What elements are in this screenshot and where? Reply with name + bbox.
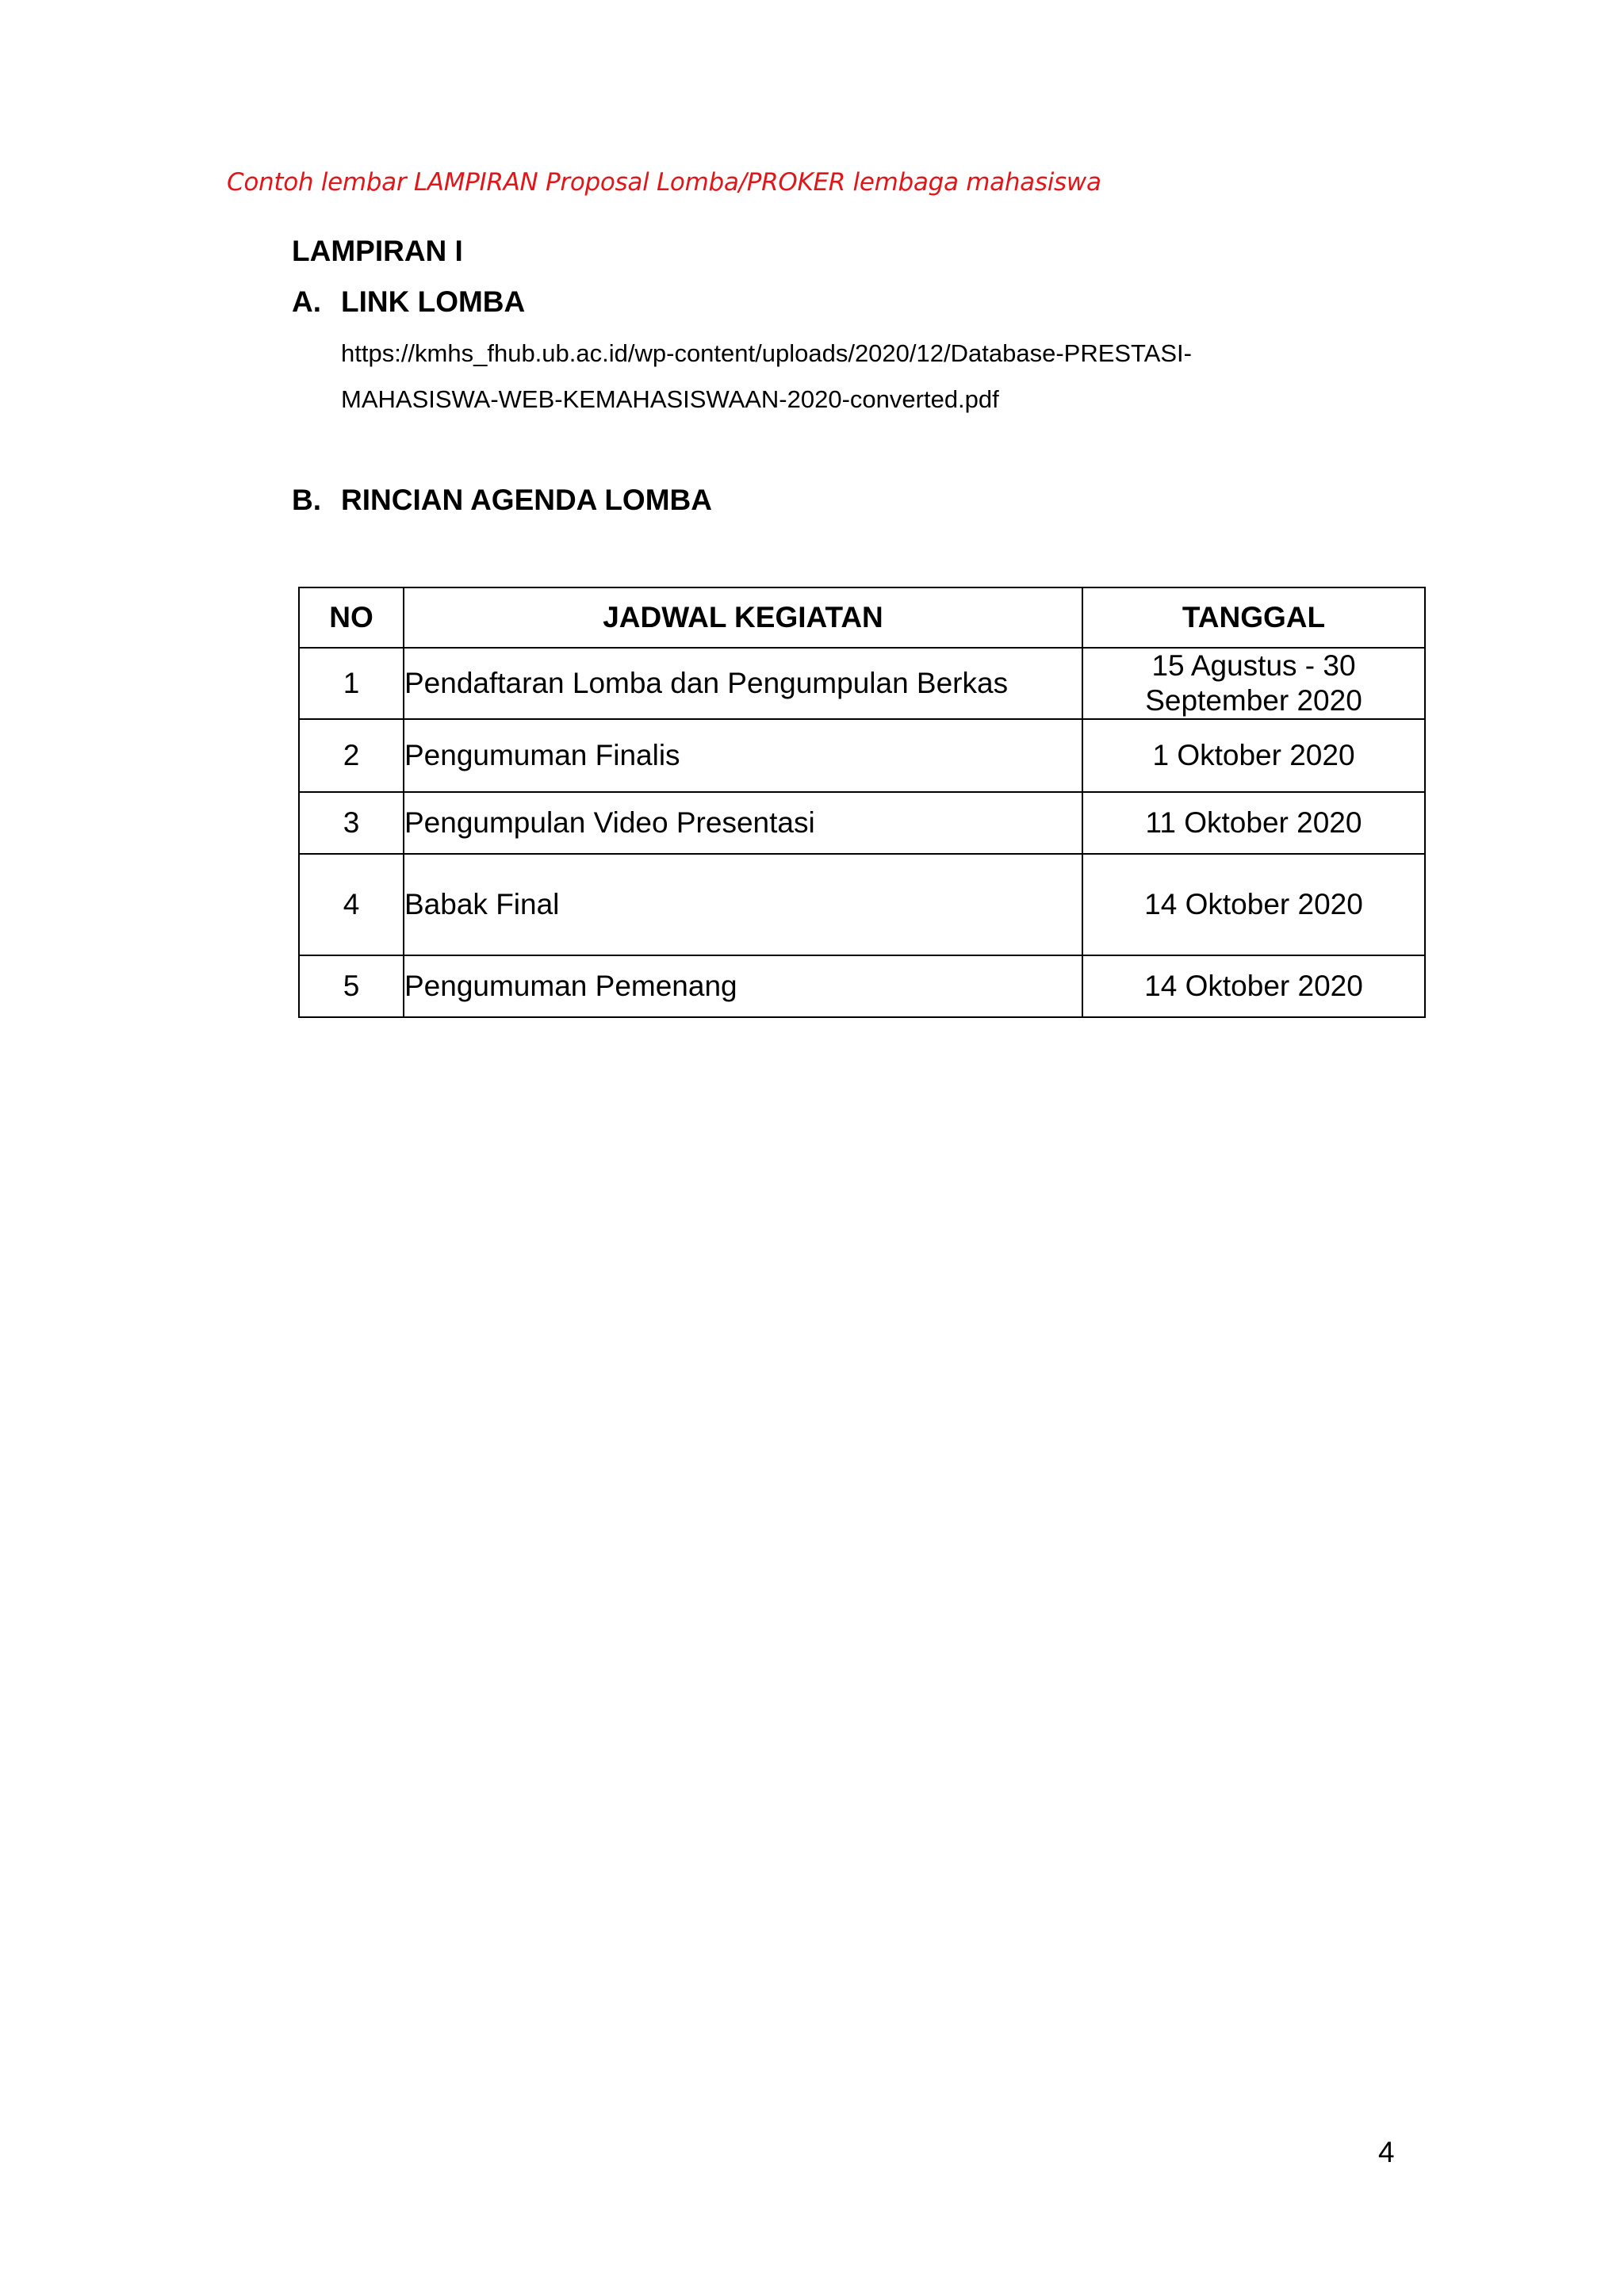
table-row [299,955,1425,1017]
table-row [299,792,1425,854]
row-date-line-1: 15 Agustus - 30 [1151,649,1356,682]
row-date-line-2: September 2020 [1145,684,1362,717]
row-date: 14 Oktober 2020 [1082,955,1425,1017]
header-activity: JADWAL KEGIATAN [404,587,1082,648]
row-activity: Pengumuman Finalis [404,719,1082,792]
row-activity: Pendaftaran Lomba dan Pengumpulan Berkas [404,648,1082,719]
row-date: 1 Oktober 2020 [1082,719,1425,792]
page-number: 4 [1378,2136,1395,2168]
row-activity: Pengumuman Pemenang [404,955,1082,1017]
competition-link-line-2: MAHASISWA-WEB-KEMAHASISWAAN-2020-converted.pdf [341,385,999,413]
section-a-letter: A. [292,285,321,318]
section-b-heading [292,484,712,517]
row-no: 5 [299,955,404,1017]
section-b-letter: B. [292,484,321,516]
agenda-table [298,587,1426,1018]
table-row [299,719,1425,792]
row-no: 4 [299,854,404,955]
section-b-title: RINCIAN AGENDA LOMBA [341,484,712,516]
section-a-title: LINK LOMBA [341,285,526,318]
row-activity: Pengumpulan Video Presentasi [404,792,1082,854]
table-row [299,648,1425,719]
table-row [299,854,1425,955]
row-no: 2 [299,719,404,792]
header-date: TANGGAL [1082,587,1425,648]
row-no: 1 [299,648,404,719]
row-no: 3 [299,792,404,854]
row-date [1082,648,1425,719]
lampiran-title: LAMPIRAN I [292,235,463,267]
row-date: 11 Oktober 2020 [1082,792,1425,854]
competition-link-line-1: https://kmhs_fhub.ub.ac.id/wp-content/uploads/2020/12/Database-PRESTASI- [341,339,1192,367]
row-date: 14 Oktober 2020 [1082,854,1425,955]
row-activity: Babak Final [404,854,1082,955]
header-note: Contoh lembar LAMPIRAN Proposal Lomba/PROKER lembaga mahasiswa [227,168,1101,197]
section-a-heading [292,285,525,319]
table-header-row [299,587,1425,648]
header-no: NO [299,587,404,648]
